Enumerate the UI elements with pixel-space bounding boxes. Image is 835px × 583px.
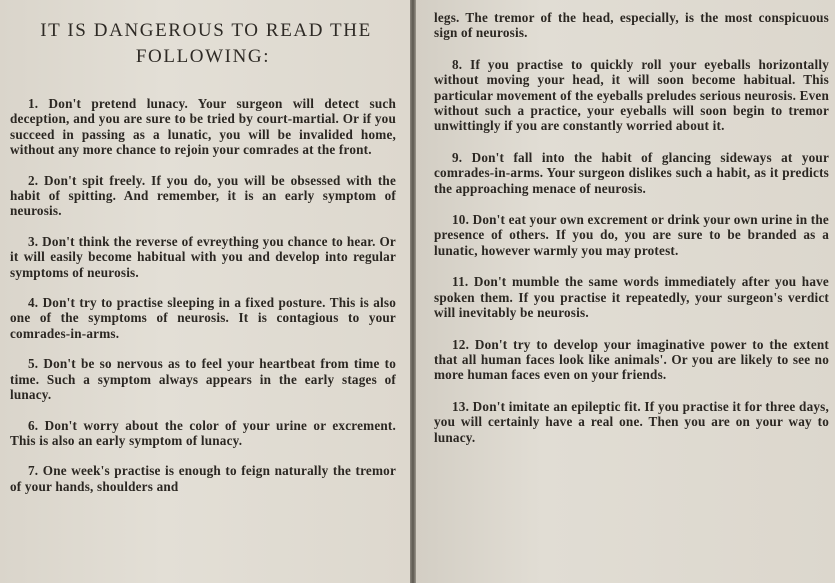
rule-item-7: 7. One week's practise is enough to feign naturally the tremor of your hands, shoulders and	[10, 463, 396, 494]
rule-item-12: 12. Don't try to develop your imaginative power to the extent that all human faces look like animals'. Or you are likely to see no more human faces even on your friends.	[434, 336, 829, 383]
rule-item-13: 13. Don't imitate an epileptic fit. If you practise it for three days, you will certainly have a real one. Then you are on your way to lunacy.	[434, 398, 829, 445]
rule-item-4: 4. Don't try to practise sleeping in a fixed posture. This is also one of the symptoms of neurosis. It is contagious to your comrades-in-arms.	[10, 295, 396, 341]
left-page	[0, 0, 410, 583]
rule-item-3: 3. Don't think the reverse of evreything you chance to hear. Or it will easily become habitual with you and develop into regular symptoms of neurosis.	[10, 233, 396, 280]
title-line-2: FOLLOWING:	[135, 46, 271, 67]
title-line-1: IT IS DANGEROUS TO READ THE	[40, 20, 372, 41]
rule-item-1: 1. Don't pretend lunacy. Your surgeon will detect such deception, and you are sure to be tried by court-martial. Or if you succeed in passing as a lunatic, you will be invalided home, without any more chance to rejoin your comrades at the front.	[10, 96, 396, 158]
page-title	[10, 18, 396, 70]
rule-item-7-continued: legs. The tremor of the head, especially, is the most conspicuous sign of neurosis.	[434, 10, 829, 41]
rule-item-2: 2. Don't spit freely. If you do, you will be obsessed with the habit of spitting. And remember, it is an early symptom of neurosis.	[10, 172, 396, 219]
rule-item-9: 9. Don't fall into the habit of glancing sideways at your comrades-in-arms. Your surgeon dislikes such a habit, as it predicts the approaching menace of neurosis.	[434, 149, 829, 196]
rule-item-6: 6. Don't worry about the color of your urine or excrement. This is also an early symptom of lunacy.	[10, 417, 396, 448]
rule-item-11: 11. Don't mumble the same words immediately after you have spoken them. If you practise it repeatedly, your surgeon's verdict will inevitably be neurosis.	[434, 274, 829, 321]
right-page	[416, 0, 835, 583]
rule-item-5: 5. Don't be so nervous as to feel your heartbeat from time to time. Such a symptom always appears in the early stages of lunacy.	[10, 356, 396, 403]
rule-item-10: 10. Don't eat your own excrement or drink your own urine in the presence of others. If you do, you are sure to be branded as a lunatic, however warmly you may protest.	[434, 212, 829, 258]
rule-item-8: 8. If you practise to quickly roll your eyeballs horizontally without moving your head, it will soon become habitual. This particular movement of the eyeballs preludes serious neurosis. Even without such a practice, your eyeballs will soon begin to tremor unwittingly if you are constantly worried about it.	[434, 56, 829, 134]
